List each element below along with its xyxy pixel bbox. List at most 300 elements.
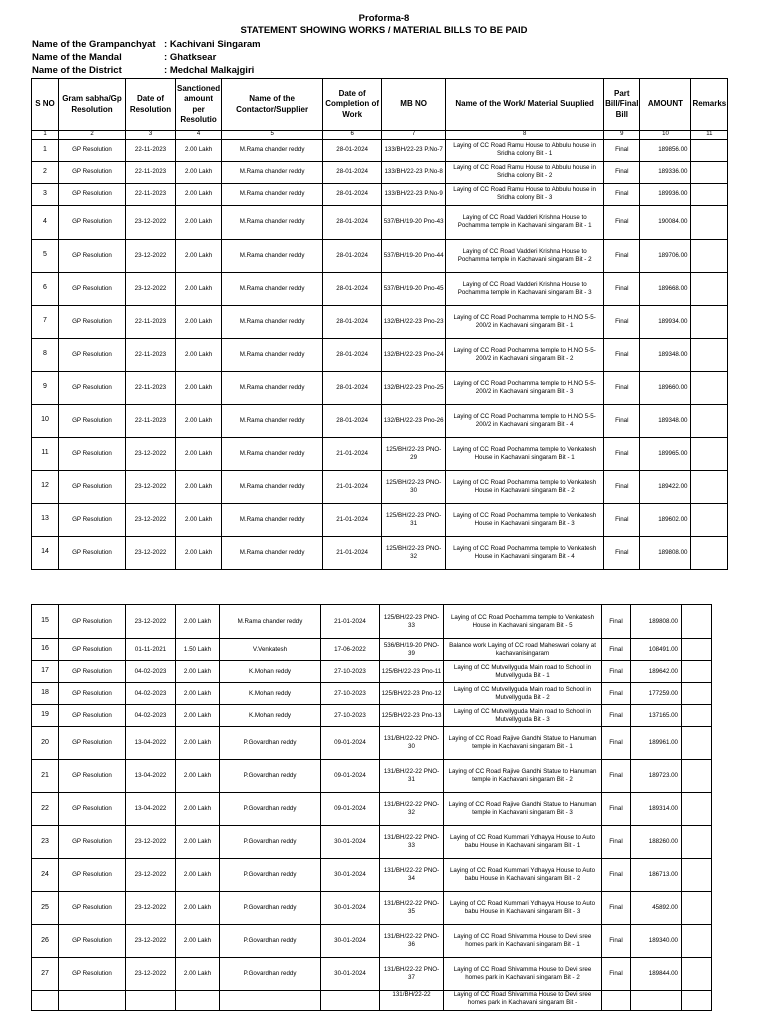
completion-date-cell: 21-01-2024: [323, 437, 382, 470]
resolution-date-cell: 22-11-2023: [126, 404, 176, 437]
remarks-cell: [682, 705, 712, 727]
completion-date-cell: 28-01-2024: [323, 305, 382, 338]
remarks-cell: [682, 793, 712, 826]
completion-date-cell: 30-01-2024: [321, 826, 380, 859]
contractor-cell: M.Rama chander reddy: [220, 605, 321, 639]
remarks-cell: [691, 139, 728, 161]
sno-cell: 16: [32, 639, 59, 661]
remarks-cell: [691, 470, 728, 503]
table-row: [32, 139, 728, 161]
amount-cell: 189723.00: [631, 760, 682, 793]
completion-date-cell: 27-10-2023: [321, 683, 380, 705]
resolution-date-cell: 22-11-2023: [126, 338, 176, 371]
bill-type-cell: Final: [602, 859, 631, 892]
bill-type-cell: Final: [604, 503, 640, 536]
sno-cell: 12: [32, 470, 59, 503]
amount-cell: 190084.00: [640, 205, 691, 239]
table-row-partial: [32, 991, 712, 1011]
sno-cell: 20: [32, 727, 59, 760]
sno-cell: 2: [32, 161, 59, 183]
resolution-cell: GP Resolution: [59, 470, 126, 503]
mb-no-cell: 132/BH/22-23 Pno-26: [382, 404, 446, 437]
completion-date-cell: 17-06-2022: [321, 639, 380, 661]
remarks-cell: [691, 305, 728, 338]
col-number: 8: [446, 131, 604, 140]
mb-no-cell: 131/BH/22-22 PNO-33: [380, 826, 444, 859]
col-number: 2: [59, 131, 126, 140]
bill-type-cell: Final: [604, 338, 640, 371]
contractor-cell: M.Rama chander reddy: [222, 404, 323, 437]
bill-type-cell: Final: [602, 958, 631, 991]
amount-cell: 189642.00: [631, 661, 682, 683]
col-header: Gram sabha/Gp Resolution: [59, 79, 126, 131]
work-name-cell: Laying of CC Road Vadderi Krishna House to Pochamma temple in Kachavani singaram Bit - 3: [446, 272, 604, 305]
sanctioned-amount-cell: [176, 991, 220, 1011]
resolution-date-cell: 13-04-2022: [126, 793, 176, 826]
contractor-cell: [220, 991, 321, 1011]
contractor-cell: M.Rama chander reddy: [222, 305, 323, 338]
amount-cell: 137165.00: [631, 705, 682, 727]
mb-no-cell: 131/BH/22-22 PNO-35: [380, 892, 444, 925]
table-row: [32, 683, 712, 705]
resolution-date-cell: 23-12-2022: [126, 925, 176, 958]
resolution-cell: GP Resolution: [59, 205, 126, 239]
sanctioned-amount-cell: 2.00 Lakh: [176, 437, 222, 470]
sno-cell: 27: [32, 958, 59, 991]
remarks-cell: [691, 205, 728, 239]
table-row: [32, 503, 728, 536]
sanctioned-amount-cell: 2.00 Lakh: [176, 683, 220, 705]
table-row: [32, 536, 728, 569]
sanctioned-amount-cell: 2.00 Lakh: [176, 205, 222, 239]
mb-no-cell: 125/BH/22-23 Pno-13: [380, 705, 444, 727]
mb-no-cell: 132/BH/22-23 Pno-25: [382, 371, 446, 404]
table-row: [32, 639, 712, 661]
resolution-date-cell: 23-12-2022: [126, 437, 176, 470]
work-name-cell: Laying of CC Road Rajive Gandhi Statue to Hanuman temple in Kachavani singaram Bit - 3: [444, 793, 602, 826]
bill-type-cell: Final: [602, 760, 631, 793]
resolution-date-cell: 23-12-2022: [126, 536, 176, 569]
completion-date-cell: 21-01-2024: [323, 503, 382, 536]
amount-cell: 189706.00: [640, 239, 691, 272]
mandal-line: [32, 52, 216, 63]
sanctioned-amount-cell: 2.00 Lakh: [176, 272, 222, 305]
remarks-cell: [691, 371, 728, 404]
resolution-cell: GP Resolution: [59, 760, 126, 793]
col-header: Date of Resolution: [126, 79, 176, 131]
col-header: Remarks: [691, 79, 728, 131]
sno-cell: 24: [32, 859, 59, 892]
sanctioned-amount-cell: 2.00 Lakh: [176, 503, 222, 536]
work-name-cell: Laying of CC Road Pochamma temple to Venkatesh House in Kachavani singaram Bit - 1: [446, 437, 604, 470]
mb-no-cell: 132/BH/22-23 Pno-23: [382, 305, 446, 338]
bill-type-cell: Final: [604, 205, 640, 239]
resolution-date-cell: 22-11-2023: [126, 161, 176, 183]
bill-type-cell: Final: [602, 826, 631, 859]
contractor-cell: M.Rama chander reddy: [222, 183, 323, 205]
resolution-date-cell: 22-11-2023: [126, 371, 176, 404]
sanctioned-amount-cell: 2.00 Lakh: [176, 859, 220, 892]
work-name-cell: Laying of CC Road Shivamma House to Devi sree homes park in Kachavani singaram Bit - 1: [444, 925, 602, 958]
bill-type-cell: Final: [602, 705, 631, 727]
resolution-date-cell: 04-02-2023: [126, 683, 176, 705]
resolution-cell: GP Resolution: [59, 683, 126, 705]
col-number: 4: [176, 131, 222, 140]
completion-date-cell: 21-01-2024: [323, 470, 382, 503]
col-number: 7: [382, 131, 446, 140]
page-title: STATEMENT SHOWING WORKS / MATERIAL BILLS TO BE PAID: [240, 25, 528, 36]
work-name-cell: Laying of CC Road Vadderi Krishna House to Pochamma temple in Kachavani singaram Bit - 1: [446, 205, 604, 239]
sno-cell: 7: [32, 305, 59, 338]
resolution-date-cell: 23-12-2022: [126, 503, 176, 536]
proforma-label: Proforma-8: [358, 13, 410, 24]
remarks-cell: [691, 503, 728, 536]
resolution-date-cell: 22-11-2023: [126, 139, 176, 161]
col-header: Sanctioned amount per Resolutio: [176, 79, 222, 131]
meta-value: Kachivani Singaram: [169, 39, 261, 50]
remarks-cell: [691, 161, 728, 183]
resolution-cell: GP Resolution: [59, 183, 126, 205]
sanctioned-amount-cell: 2.00 Lakh: [176, 760, 220, 793]
work-name-cell: Laying of CC Road Rajive Gandhi Statue to Hanuman temple in Kachavani singaram Bit - 2: [444, 760, 602, 793]
completion-date-cell: 30-01-2024: [321, 892, 380, 925]
contractor-cell: P.Govardhan reddy: [220, 892, 321, 925]
sno-cell: [32, 991, 59, 1011]
remarks-cell: [682, 991, 712, 1011]
work-name-cell: Laying of CC Road Shivamma House to Devi sree homes park in Kachavani singaram Bit - 2: [444, 958, 602, 991]
mb-no-cell: 133/BH/22-23 P.No-7: [382, 139, 446, 161]
bill-type-cell: Final: [602, 683, 631, 705]
bill-type-cell: Final: [602, 661, 631, 683]
meta-value: Medchal Malkajgiri: [169, 65, 255, 76]
contractor-cell: M.Rama chander reddy: [222, 536, 323, 569]
bill-type-cell: Final: [602, 727, 631, 760]
amount-cell: 189808.00: [631, 605, 682, 639]
sno-cell: 1: [32, 139, 59, 161]
col-header: Name of the Contactor/Supplier: [222, 79, 323, 131]
meta-label: Name of the Mandal: [32, 52, 122, 63]
sno-cell: 14: [32, 536, 59, 569]
mb-no-cell: 125/BH/22-23 Pno-11: [380, 661, 444, 683]
amount-cell: 108491.00: [631, 639, 682, 661]
sno-cell: 17: [32, 661, 59, 683]
amount-cell: 45892.00: [631, 892, 682, 925]
bill-type-cell: Final: [604, 239, 640, 272]
sanctioned-amount-cell: 2.00 Lakh: [176, 727, 220, 760]
mb-no-cell: 537/BH/19-20 Pno-45: [382, 272, 446, 305]
remarks-cell: [682, 958, 712, 991]
col-header: Part Bill/Final Bill: [604, 79, 640, 131]
sanctioned-amount-cell: 2.00 Lakh: [176, 371, 222, 404]
sno-cell: 8: [32, 338, 59, 371]
meta-label: Name of the District: [32, 65, 122, 76]
work-name-cell: Laying of CC Road Pochamma temple to Venkatesh House in Kachavani singaram Bit - 4: [446, 536, 604, 569]
remarks-cell: [691, 338, 728, 371]
work-name-cell: Laying of CC Road Kummari Ydhayya House to Auto babu House in Kachavani singaram Bit - 3: [444, 892, 602, 925]
resolution-cell: GP Resolution: [59, 437, 126, 470]
table-row: [32, 661, 712, 683]
completion-date-cell: 09-01-2024: [321, 793, 380, 826]
meta-sep: :: [164, 52, 168, 63]
contractor-cell: P.Govardhan reddy: [220, 826, 321, 859]
resolution-date-cell: 13-04-2022: [126, 727, 176, 760]
mb-no-cell: 131/BH/22-22: [380, 991, 444, 1011]
resolution-date-cell: 23-12-2022: [126, 826, 176, 859]
amount-cell: 189660.00: [640, 371, 691, 404]
resolution-date-cell: 23-12-2022: [126, 470, 176, 503]
sanctioned-amount-cell: 2.00 Lakh: [176, 338, 222, 371]
sno-cell: 5: [32, 239, 59, 272]
sno-cell: 19: [32, 705, 59, 727]
resolution-date-cell: 04-02-2023: [126, 661, 176, 683]
completion-date-cell: 28-01-2024: [323, 205, 382, 239]
contractor-cell: K.Mohan reddy: [220, 661, 321, 683]
contractor-cell: M.Rama chander reddy: [222, 371, 323, 404]
bill-type-cell: Final: [602, 793, 631, 826]
work-name-cell: Laying of CC Road Vadderi Krishna House to Pochamma temple in Kachavani singaram Bit - 2: [446, 239, 604, 272]
sno-cell: 4: [32, 205, 59, 239]
resolution-cell: GP Resolution: [59, 859, 126, 892]
bill-type-cell: Final: [604, 161, 640, 183]
resolution-cell: GP Resolution: [59, 536, 126, 569]
table-row: [32, 371, 728, 404]
table-row: [32, 404, 728, 437]
sanctioned-amount-cell: 2.00 Lakh: [176, 793, 220, 826]
work-name-cell: Laying of CC Road Ramu House to Abbulu house in Sridha colony Bit - 3: [446, 183, 604, 205]
completion-date-cell: 28-01-2024: [323, 183, 382, 205]
resolution-cell: GP Resolution: [59, 661, 126, 683]
work-name-cell: Laying of CC Road Pochamma temple to H.NO 5-5-200/2 in Kachavani singaram Bit - 2: [446, 338, 604, 371]
remarks-cell: [682, 683, 712, 705]
sanctioned-amount-cell: 2.00 Lakh: [176, 661, 220, 683]
resolution-cell: GP Resolution: [59, 639, 126, 661]
remarks-cell: [691, 239, 728, 272]
completion-date-cell: 27-10-2023: [321, 705, 380, 727]
table-row: [32, 826, 712, 859]
resolution-date-cell: 23-12-2022: [126, 239, 176, 272]
col-header: S NO: [32, 79, 59, 131]
contractor-cell: M.Rama chander reddy: [222, 239, 323, 272]
remarks-cell: [682, 859, 712, 892]
resolution-date-cell: 23-12-2022: [126, 272, 176, 305]
resolution-cell: GP Resolution: [59, 305, 126, 338]
sno-cell: 15: [32, 605, 59, 639]
sno-cell: 18: [32, 683, 59, 705]
completion-date-cell: 21-01-2024: [323, 536, 382, 569]
completion-date-cell: 30-01-2024: [321, 958, 380, 991]
mb-no-cell: 125/BH/22-23 PNO-30: [382, 470, 446, 503]
table-row: [32, 727, 712, 760]
contractor-cell: M.Rama chander reddy: [222, 338, 323, 371]
mb-no-cell: 125/BH/22-23 Pno-12: [380, 683, 444, 705]
meta-sep: :: [164, 39, 168, 50]
contractor-cell: M.Rama chander reddy: [222, 470, 323, 503]
table-row: [32, 793, 712, 826]
resolution-cell: GP Resolution: [59, 503, 126, 536]
amount-cell: 189348.00: [640, 404, 691, 437]
resolution-date-cell: 23-12-2022: [126, 205, 176, 239]
sanctioned-amount-cell: 2.00 Lakh: [176, 239, 222, 272]
col-number: 10: [640, 131, 691, 140]
table-row: [32, 958, 712, 991]
amount-cell: 189936.00: [640, 183, 691, 205]
completion-date-cell: 28-01-2024: [323, 272, 382, 305]
sno-cell: 23: [32, 826, 59, 859]
work-name-cell: Laying of CC Road Pochamma temple to H.NO 5-5-200/2 in Kachavani singaram Bit - 3: [446, 371, 604, 404]
contractor-cell: P.Govardhan reddy: [220, 760, 321, 793]
remarks-cell: [682, 826, 712, 859]
amount-cell: 189340.00: [631, 925, 682, 958]
sanctioned-amount-cell: 2.00 Lakh: [176, 139, 222, 161]
contractor-cell: K.Mohan reddy: [220, 683, 321, 705]
contractor-cell: M.Rama chander reddy: [222, 503, 323, 536]
mb-no-cell: 537/BH/19-20 Pno-44: [382, 239, 446, 272]
table-row: [32, 605, 712, 639]
sanctioned-amount-cell: 2.00 Lakh: [176, 925, 220, 958]
col-number: 11: [691, 131, 728, 140]
resolution-cell: GP Resolution: [59, 404, 126, 437]
bill-type-cell: Final: [602, 892, 631, 925]
amount-cell: 189422.00: [640, 470, 691, 503]
bill-type-cell: Final: [604, 371, 640, 404]
resolution-cell: GP Resolution: [59, 161, 126, 183]
work-name-cell: Laying of CC Road Pochamma temple to Venkatesh House in Kachavani singaram Bit - 3: [446, 503, 604, 536]
completion-date-cell: 28-01-2024: [323, 404, 382, 437]
amount-cell: 189965.00: [640, 437, 691, 470]
mb-no-cell: 125/BH/22-23 PNO-31: [382, 503, 446, 536]
resolution-date-cell: 22-11-2023: [126, 183, 176, 205]
completion-date-cell: 28-01-2024: [323, 338, 382, 371]
completion-date-cell: 09-01-2024: [321, 760, 380, 793]
sno-cell: 21: [32, 760, 59, 793]
contractor-cell: P.Govardhan reddy: [220, 727, 321, 760]
sno-cell: 13: [32, 503, 59, 536]
completion-date-cell: 09-01-2024: [321, 727, 380, 760]
remarks-cell: [691, 183, 728, 205]
sanctioned-amount-cell: 2.00 Lakh: [176, 305, 222, 338]
work-name-cell: Laying of CC Road Pochamma temple to Venkatesh House in Kachavani singaram Bit - 2: [446, 470, 604, 503]
amount-cell: 189961.00: [631, 727, 682, 760]
works-table-part-1: [31, 78, 728, 570]
bill-type-cell: Final: [604, 272, 640, 305]
resolution-cell: GP Resolution: [59, 371, 126, 404]
contractor-cell: V.Venkatesh: [220, 639, 321, 661]
sno-cell: 11: [32, 437, 59, 470]
resolution-date-cell: [126, 991, 176, 1011]
grampanchayat-line: [32, 39, 261, 50]
remarks-cell: [682, 661, 712, 683]
sno-cell: 9: [32, 371, 59, 404]
col-header: Name of the Work/ Material Suuplied: [446, 79, 604, 131]
sanctioned-amount-cell: 2.00 Lakh: [176, 404, 222, 437]
sanctioned-amount-cell: 2.00 Lakh: [176, 536, 222, 569]
work-name-cell: Laying of CC Road Shivamma House to Devi sree homes park in Kachavani singaram Bit -: [444, 991, 602, 1011]
table-row: [32, 892, 712, 925]
mb-no-cell: 131/BH/22-22 PNO-34: [380, 859, 444, 892]
work-name-cell: Laying of CC Road Kummari Ydhayya House to Auto babu House in Kachavani singaram Bit - 2: [444, 859, 602, 892]
amount-cell: 189934.00: [640, 305, 691, 338]
remarks-cell: [691, 272, 728, 305]
resolution-cell: GP Resolution: [59, 925, 126, 958]
amount-cell: 189348.00: [640, 338, 691, 371]
mb-no-cell: 131/BH/22-22 PNO-32: [380, 793, 444, 826]
remarks-cell: [682, 639, 712, 661]
sanctioned-amount-cell: 2.00 Lakh: [176, 183, 222, 205]
table-row: [32, 205, 728, 239]
resolution-cell: GP Resolution: [59, 605, 126, 639]
col-header: Date of Completion of Work: [323, 79, 382, 131]
resolution-cell: GP Resolution: [59, 705, 126, 727]
resolution-cell: GP Resolution: [59, 239, 126, 272]
completion-date-cell: 30-01-2024: [321, 859, 380, 892]
resolution-date-cell: 23-12-2022: [126, 859, 176, 892]
sanctioned-amount-cell: 2.00 Lakh: [176, 705, 220, 727]
resolution-date-cell: 04-02-2023: [126, 705, 176, 727]
contractor-cell: P.Govardhan reddy: [220, 958, 321, 991]
remarks-cell: [682, 760, 712, 793]
sno-cell: 26: [32, 925, 59, 958]
contractor-cell: M.Rama chander reddy: [222, 139, 323, 161]
amount-cell: 189856.00: [640, 139, 691, 161]
resolution-cell: GP Resolution: [59, 793, 126, 826]
sanctioned-amount-cell: 2.00 Lakh: [176, 826, 220, 859]
amount-cell: 189668.00: [640, 272, 691, 305]
amount-cell: 189314.00: [631, 793, 682, 826]
bill-type-cell: Final: [602, 605, 631, 639]
table-row: [32, 705, 712, 727]
completion-date-cell: 28-01-2024: [323, 371, 382, 404]
sanctioned-amount-cell: 2.00 Lakh: [176, 470, 222, 503]
col-number: 9: [604, 131, 640, 140]
col-number: 5: [222, 131, 323, 140]
sanctioned-amount-cell: 2.00 Lakh: [176, 161, 222, 183]
mb-no-cell: 131/BH/22-22 PNO-36: [380, 925, 444, 958]
table-row: [32, 859, 712, 892]
resolution-date-cell: 23-12-2022: [126, 605, 176, 639]
column-number-row: [32, 131, 728, 140]
amount-cell: 189336.00: [640, 161, 691, 183]
resolution-cell: GP Resolution: [59, 958, 126, 991]
completion-date-cell: 30-01-2024: [321, 925, 380, 958]
mb-no-cell: 537/BH/19-20 Pno-43: [382, 205, 446, 239]
work-name-cell: Laying of CC Road Kummari Ydhayya House to Auto babu House in Kachavani singaram Bit - 1: [444, 826, 602, 859]
resolution-cell: GP Resolution: [59, 338, 126, 371]
table-row: [32, 183, 728, 205]
bill-type-cell: [602, 991, 631, 1011]
contractor-cell: P.Govardhan reddy: [220, 859, 321, 892]
contractor-cell: M.Rama chander reddy: [222, 161, 323, 183]
bill-type-cell: Final: [604, 183, 640, 205]
bill-type-cell: Final: [602, 639, 631, 661]
header-row: [32, 79, 728, 131]
remarks-cell: [691, 404, 728, 437]
completion-date-cell: 28-01-2024: [323, 161, 382, 183]
amount-cell: [631, 991, 682, 1011]
resolution-date-cell: 01-11-2021: [126, 639, 176, 661]
bill-type-cell: Final: [604, 437, 640, 470]
work-name-cell: Laying of CC Mutvellyguda Main road to School in Mutvellyguda Bit - 2: [444, 683, 602, 705]
work-name-cell: Laying of CC Mutvellyguda Main road to School in Mutvellyguda Bit - 1: [444, 661, 602, 683]
works-table-part-2: [31, 604, 712, 1011]
sanctioned-amount-cell: 2.00 Lakh: [176, 605, 220, 639]
mb-no-cell: 125/BH/22-23 PNO-29: [382, 437, 446, 470]
work-name-cell: Laying of CC Road Ramu House to Abbulu house in Sridha colony Bit - 1: [446, 139, 604, 161]
table-row: [32, 437, 728, 470]
remarks-cell: [682, 925, 712, 958]
mb-no-cell: 131/BH/22-22 PNO-37: [380, 958, 444, 991]
mb-no-cell: 133/BH/22-23 P.No-9: [382, 183, 446, 205]
mb-no-cell: 132/BH/22-23 Pno-24: [382, 338, 446, 371]
